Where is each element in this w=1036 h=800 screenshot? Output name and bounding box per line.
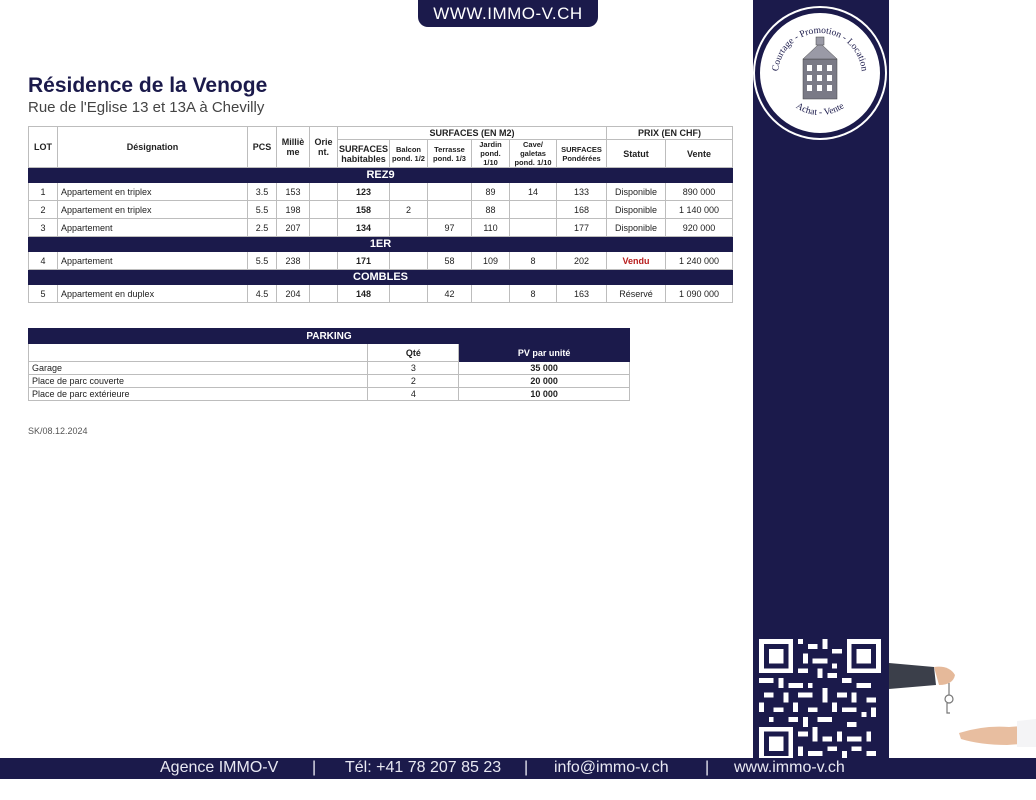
table-row[interactable]	[29, 183, 733, 201]
cell-jardin: 109	[472, 252, 510, 270]
parking-col-label	[29, 344, 368, 362]
cell-milliemes: 204	[277, 285, 310, 303]
parking-qte: 4	[368, 388, 459, 401]
cell-vente: 1 140 000	[666, 201, 733, 219]
col-surfaces-habitables: SURFACES habitables	[338, 140, 390, 168]
cell-terrasse	[428, 183, 472, 201]
open-hand-icon	[959, 719, 1036, 747]
cell-cave	[510, 201, 557, 219]
section-header: COMBLES	[29, 270, 733, 285]
cell-surf-pond: 133	[557, 183, 607, 201]
cell-statut-sold: Vendu	[607, 252, 666, 270]
cell-cave: 8	[510, 285, 557, 303]
building-icon	[803, 37, 837, 99]
cell-milliemes: 198	[277, 201, 310, 219]
cell-surf-pond: 168	[557, 201, 607, 219]
cell-pcs: 5.5	[248, 201, 277, 219]
col-jardin: Jardin pond. 1/10	[472, 140, 510, 168]
col-cave: Cave/ galetas pond. 1/10	[510, 140, 557, 168]
cell-pcs: 2.5	[248, 219, 277, 237]
section-header: REZ9	[29, 168, 733, 183]
parking-qte: 3	[368, 362, 459, 375]
cell-cave: 8	[510, 252, 557, 270]
cell-surf-hab: 158	[338, 201, 390, 219]
col-terrasse: Terrasse pond. 1/3	[428, 140, 472, 168]
col-vente: Vente	[666, 140, 733, 168]
cell-statut: Disponible	[607, 219, 666, 237]
col-milliemes: Milliè me	[277, 127, 310, 168]
footer-separator: |	[312, 759, 317, 776]
parking-label: Place de parc extérieure	[29, 388, 368, 401]
sleeve-icon	[889, 663, 955, 689]
col-designation: Désignation	[58, 127, 248, 168]
cell-orientation	[310, 252, 338, 270]
cell-lot: 5	[29, 285, 58, 303]
cell-surf-pond: 163	[557, 285, 607, 303]
footer-phone[interactable]: Tél: +41 78 207 85 23	[345, 759, 502, 776]
parking-col-pv: PV par unité	[459, 344, 630, 362]
parking-row[interactable]	[29, 362, 630, 375]
cell-designation: Appartement	[58, 219, 248, 237]
parking-pv: 35 000	[459, 362, 630, 375]
parking-label: Garage	[29, 362, 368, 375]
cell-jardin: 110	[472, 219, 510, 237]
col-pcs: PCS	[248, 127, 277, 168]
cell-statut: Disponible	[607, 201, 666, 219]
cell-milliemes: 238	[277, 252, 310, 270]
cell-orientation	[310, 201, 338, 219]
parking-table	[28, 328, 630, 401]
parking-label: Place de parc couverte	[29, 375, 368, 388]
cell-surf-hab: 171	[338, 252, 390, 270]
parking-title: PARKING	[29, 329, 630, 344]
col-orientation: Orie nt.	[310, 127, 338, 168]
cell-designation: Appartement	[58, 252, 248, 270]
cell-jardin	[472, 285, 510, 303]
cell-vente: 920 000	[666, 219, 733, 237]
footer-agency: Agence IMMO-V	[160, 759, 279, 776]
cell-balcon: 2	[390, 201, 428, 219]
cell-surf-pond: 202	[557, 252, 607, 270]
parking-row[interactable]	[29, 375, 630, 388]
cell-designation: Appartement en triplex	[58, 201, 248, 219]
table-row[interactable]	[29, 201, 733, 219]
parking-col-qte: Qté	[368, 344, 459, 362]
table-row[interactable]	[29, 285, 733, 303]
footer-bar	[0, 758, 1036, 779]
handing-keys-photo	[889, 655, 1036, 755]
cell-balcon	[390, 285, 428, 303]
website-banner[interactable]: WWW.IMMO-V.CH	[418, 0, 598, 27]
cell-designation: Appartement en triplex	[58, 183, 248, 201]
cell-surf-pond: 177	[557, 219, 607, 237]
lots-table	[28, 126, 733, 303]
cell-terrasse: 58	[428, 252, 472, 270]
cell-balcon	[390, 219, 428, 237]
cell-surf-hab: 134	[338, 219, 390, 237]
cell-lot: 2	[29, 201, 58, 219]
cell-lot: 3	[29, 219, 58, 237]
parking-pv: 20 000	[459, 375, 630, 388]
keys-icon	[945, 683, 953, 713]
col-balcon: Balcon pond. 1/2	[390, 140, 428, 168]
cell-designation: Appartement en duplex	[58, 285, 248, 303]
page-subtitle: Rue de l'Eglise 13 et 13A à Chevilly	[28, 99, 265, 116]
logo-bottom-text: Achat - Vente	[793, 101, 847, 119]
cell-cave: 14	[510, 183, 557, 201]
col-statut: Statut	[607, 140, 666, 168]
qr-code[interactable]	[759, 639, 881, 761]
parking-qte: 2	[368, 375, 459, 388]
col-surfaces-ponderees: SURFACES Pondérées	[557, 140, 607, 168]
cell-terrasse: 42	[428, 285, 472, 303]
parking-pv: 10 000	[459, 388, 630, 401]
page-title: Résidence de la Venoge	[28, 74, 268, 97]
footer-website[interactable]: www.immo-v.ch	[734, 759, 845, 776]
prix-group-header: PRIX (EN CHF)	[607, 127, 733, 140]
footer-separator: |	[705, 759, 710, 776]
agency-logo	[755, 8, 885, 138]
document-reference: SK/08.12.2024	[28, 426, 88, 436]
cell-statut: Disponible	[607, 183, 666, 201]
cell-balcon	[390, 252, 428, 270]
cell-orientation	[310, 219, 338, 237]
cell-lot: 1	[29, 183, 58, 201]
parking-row[interactable]	[29, 388, 630, 401]
cell-vente: 1 240 000	[666, 252, 733, 270]
cell-pcs: 4.5	[248, 285, 277, 303]
cell-pcs: 3.5	[248, 183, 277, 201]
cell-vente: 1 090 000	[666, 285, 733, 303]
cell-vente: 890 000	[666, 183, 733, 201]
cell-lot: 4	[29, 252, 58, 270]
cell-milliemes: 153	[277, 183, 310, 201]
cell-milliemes: 207	[277, 219, 310, 237]
footer-email[interactable]: info@immo-v.ch	[554, 759, 669, 776]
cell-balcon	[390, 183, 428, 201]
cell-jardin: 88	[472, 201, 510, 219]
cell-terrasse	[428, 201, 472, 219]
logo-top-text: Courtage - Promotion - Location	[771, 25, 869, 72]
cell-surf-hab: 148	[338, 285, 390, 303]
table-row[interactable]	[29, 252, 733, 270]
cell-orientation	[310, 285, 338, 303]
cell-jardin: 89	[472, 183, 510, 201]
cell-orientation	[310, 183, 338, 201]
cell-terrasse: 97	[428, 219, 472, 237]
col-lot: LOT	[29, 127, 58, 168]
cell-pcs: 5.5	[248, 252, 277, 270]
section-header: 1ER	[29, 237, 733, 252]
footer-separator: |	[524, 759, 529, 776]
surfaces-group-header: SURFACES (EN M2)	[338, 127, 607, 140]
cell-surf-hab: 123	[338, 183, 390, 201]
cell-cave	[510, 219, 557, 237]
table-row[interactable]	[29, 219, 733, 237]
cell-statut: Réservé	[607, 285, 666, 303]
